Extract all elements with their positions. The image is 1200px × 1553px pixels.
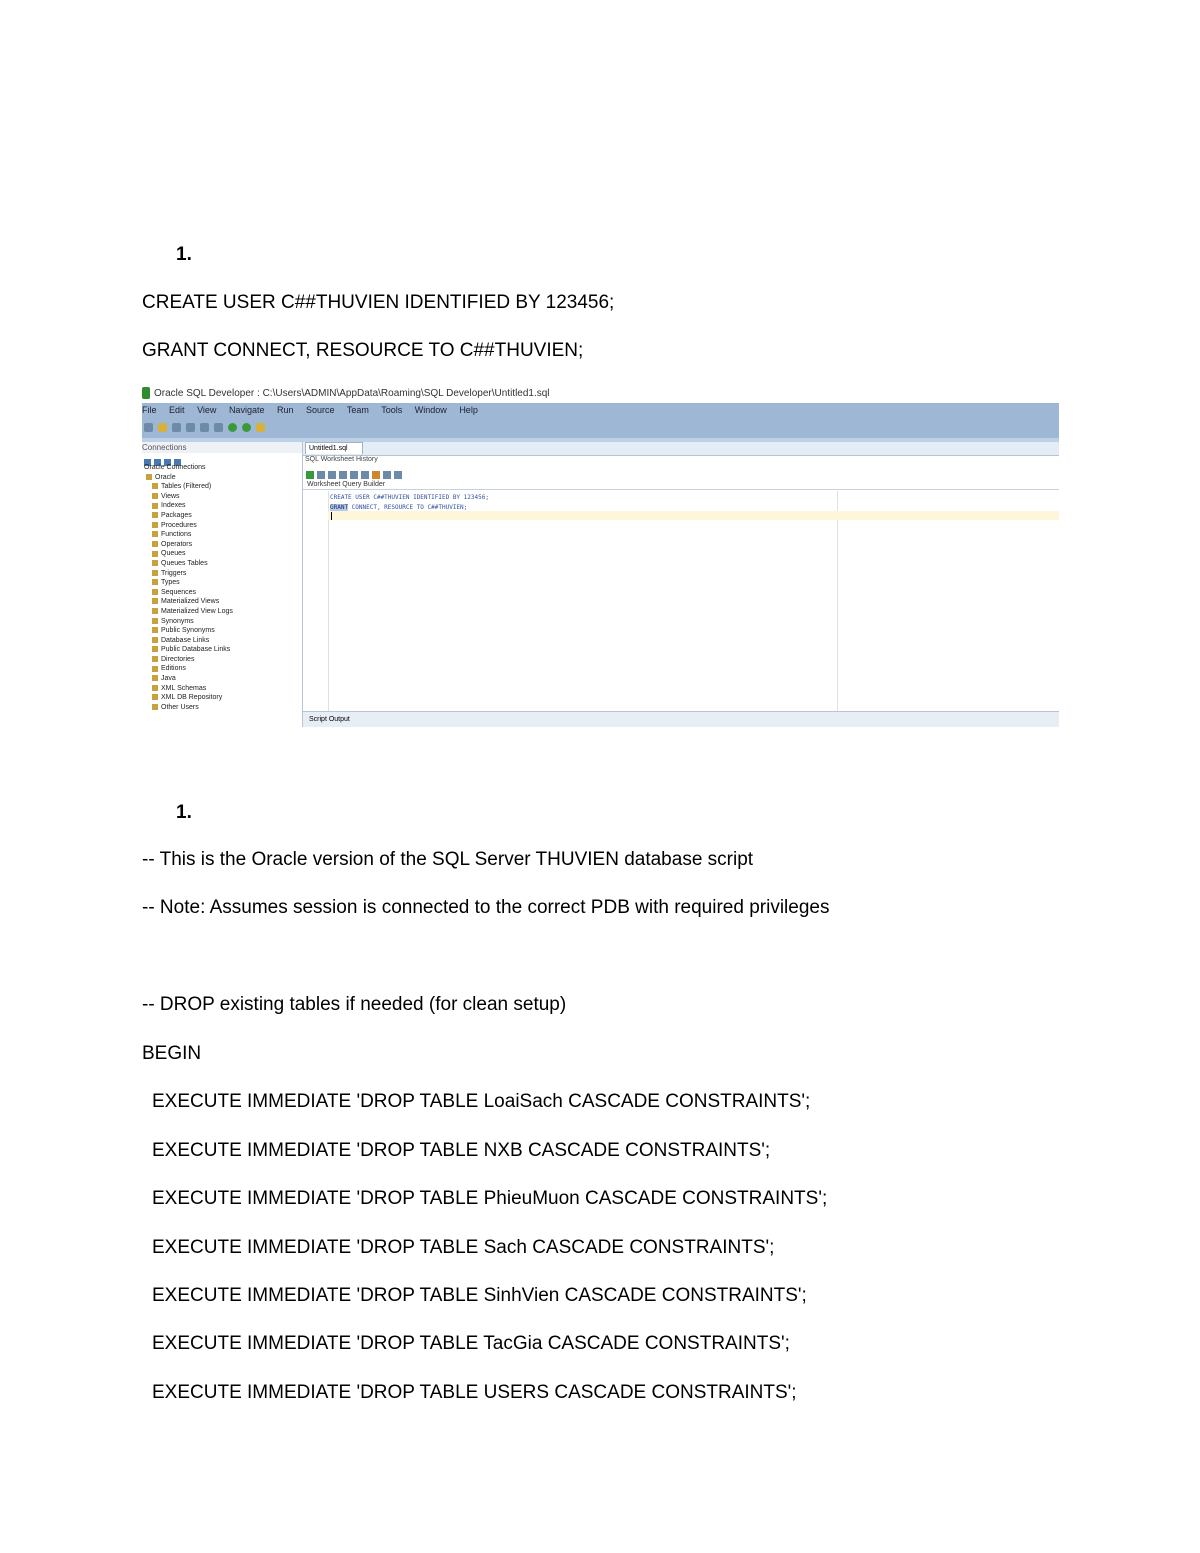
create-user-statement: CREATE USER C##THUVIEN IDENTIFIED BY 123456; — [142, 292, 615, 313]
tree-item[interactable]: Public Synonyms — [142, 626, 302, 636]
tree-item[interactable]: Editions — [142, 664, 302, 674]
tree-item[interactable]: Operators — [142, 540, 302, 550]
explain-plan-icon[interactable] — [339, 471, 347, 479]
menu-navigate[interactable]: Navigate — [228, 405, 265, 415]
back-icon[interactable] — [228, 423, 237, 432]
section-number: 1. — [176, 244, 192, 265]
editor-tab-row — [303, 442, 1059, 456]
menu-view[interactable]: View — [197, 405, 217, 415]
comment-line: -- This is the Oracle version of the SQL Server THUVIEN database script — [142, 849, 754, 870]
connections-panel-title: Connections — [142, 442, 302, 453]
drop-comment: -- DROP existing tables if needed (for clean setup) — [142, 994, 567, 1015]
tree-item[interactable]: Functions — [142, 530, 302, 540]
drop-statement: EXECUTE IMMEDIATE 'DROP TABLE SinhVien CASCADE CONSTRAINTS'; — [152, 1285, 807, 1306]
right-margin-guide — [837, 491, 838, 711]
new-icon[interactable] — [144, 423, 153, 432]
tree-item[interactable]: XML Schemas — [142, 684, 302, 694]
drop-statement: EXECUTE IMMEDIATE 'DROP TABLE Sach CASCADE CONSTRAINTS'; — [152, 1237, 775, 1258]
sql-code-editor[interactable] — [330, 493, 489, 513]
run-statement-icon[interactable] — [306, 471, 314, 479]
tree-item[interactable]: Types — [142, 578, 302, 588]
tree-item[interactable]: Synonyms — [142, 617, 302, 627]
menu-run[interactable]: Run — [276, 405, 294, 415]
window-title: Oracle SQL Developer : C:\Users\ADMIN\AppData\Roaming\SQL Developer\Untitled1.sql — [154, 388, 550, 399]
run-script-icon[interactable] — [317, 471, 325, 479]
drop-statement: EXECUTE IMMEDIATE 'DROP TABLE PhieuMuon CASCADE CONSTRAINTS'; — [152, 1188, 828, 1209]
undo-icon[interactable] — [200, 423, 209, 432]
code-line-2: GRANT CONNECT, RESOURCE TO C##THUVIEN; — [330, 504, 468, 511]
code-line-1: CREATE USER C##THUVIEN IDENTIFIED BY 123456; — [330, 494, 489, 501]
menu-team[interactable]: Team — [346, 405, 369, 415]
tree-item[interactable]: Packages — [142, 511, 302, 521]
format-icon[interactable] — [372, 471, 380, 479]
main-toolbar — [142, 418, 1059, 438]
tree-item[interactable]: Java — [142, 674, 302, 684]
menu-edit[interactable]: Edit — [169, 405, 185, 415]
forward-icon[interactable] — [242, 423, 251, 432]
tree-item[interactable]: Other Users — [142, 703, 302, 713]
tree-item[interactable]: Queues Tables — [142, 559, 302, 569]
line-gutter — [321, 491, 329, 711]
tree-item[interactable]: Views — [142, 492, 302, 502]
tree-item[interactable]: Queues — [142, 549, 302, 559]
tree-item[interactable]: XML DB Repository — [142, 693, 302, 703]
connections-toolbar — [142, 453, 302, 463]
app-icon — [142, 387, 150, 399]
save-all-icon[interactable] — [186, 423, 195, 432]
worksheet-crumb: SQL Worksheet History — [305, 456, 378, 463]
tree-item[interactable]: Oracle — [142, 473, 302, 483]
sql-developer-screenshot — [142, 385, 1059, 727]
tree-item[interactable]: Database Links — [142, 636, 302, 646]
menu-source[interactable]: Source — [306, 405, 335, 415]
worksheet-tabs[interactable]: Worksheet Query Builder — [303, 480, 1059, 490]
worksheet-toolbar — [305, 466, 404, 478]
tree-item[interactable]: Procedures — [142, 521, 302, 531]
comment-line: -- Note: Assumes session is connected to the correct PDB with required privileges — [142, 897, 830, 918]
history-icon[interactable] — [394, 471, 402, 479]
menu-file[interactable]: File — [142, 405, 157, 415]
tree-item[interactable]: Materialized Views — [142, 597, 302, 607]
redo-icon[interactable] — [214, 423, 223, 432]
tree-item[interactable]: Materialized View Logs — [142, 607, 302, 617]
window-titlebar — [142, 385, 1059, 403]
debug-icon[interactable] — [256, 423, 265, 432]
grant-statement: GRANT CONNECT, RESOURCE TO C##THUVIEN; — [142, 340, 584, 361]
tree-item[interactable]: Sequences — [142, 588, 302, 598]
editor-area — [303, 442, 1059, 727]
connections-tree — [142, 463, 302, 712]
tree-item[interactable]: Triggers — [142, 569, 302, 579]
clear-icon[interactable] — [383, 471, 391, 479]
drop-statement: EXECUTE IMMEDIATE 'DROP TABLE NXB CASCADE CONSTRAINTS'; — [152, 1140, 771, 1161]
text-caret — [331, 512, 332, 520]
begin-keyword: BEGIN — [142, 1043, 202, 1064]
tree-item[interactable]: Directories — [142, 655, 302, 665]
menu-window[interactable]: Window — [414, 405, 447, 415]
grant-keyword-selected: GRANT — [330, 504, 349, 511]
tree-item[interactable]: Indexes — [142, 501, 302, 511]
section-number: 1. — [176, 802, 192, 823]
script-output-tab[interactable]: Script Output — [303, 711, 1059, 727]
tab-untitled1-sql[interactable]: Untitled1.sql — [305, 442, 363, 454]
menu-tools[interactable]: Tools — [381, 405, 403, 415]
drop-statement: EXECUTE IMMEDIATE 'DROP TABLE TacGia CASCADE CONSTRAINTS'; — [152, 1333, 790, 1354]
tree-item[interactable]: Public Database Links — [142, 645, 302, 655]
save-icon[interactable] — [172, 423, 181, 432]
menu-bar — [142, 403, 1059, 418]
menu-help[interactable]: Help — [459, 405, 478, 415]
drop-statement: EXECUTE IMMEDIATE 'DROP TABLE USERS CASCADE CONSTRAINTS'; — [152, 1382, 797, 1403]
drop-statement: EXECUTE IMMEDIATE 'DROP TABLE LoaiSach CASCADE CONSTRAINTS'; — [152, 1091, 811, 1112]
open-icon[interactable] — [158, 423, 167, 432]
commit-icon[interactable] — [350, 471, 358, 479]
autotrace-icon[interactable] — [328, 471, 336, 479]
tree-item[interactable]: Tables (Filtered) — [142, 482, 302, 492]
connections-panel — [142, 442, 303, 727]
rollback-icon[interactable] — [361, 471, 369, 479]
tree-item[interactable]: Oracle Connections — [144, 464, 206, 471]
